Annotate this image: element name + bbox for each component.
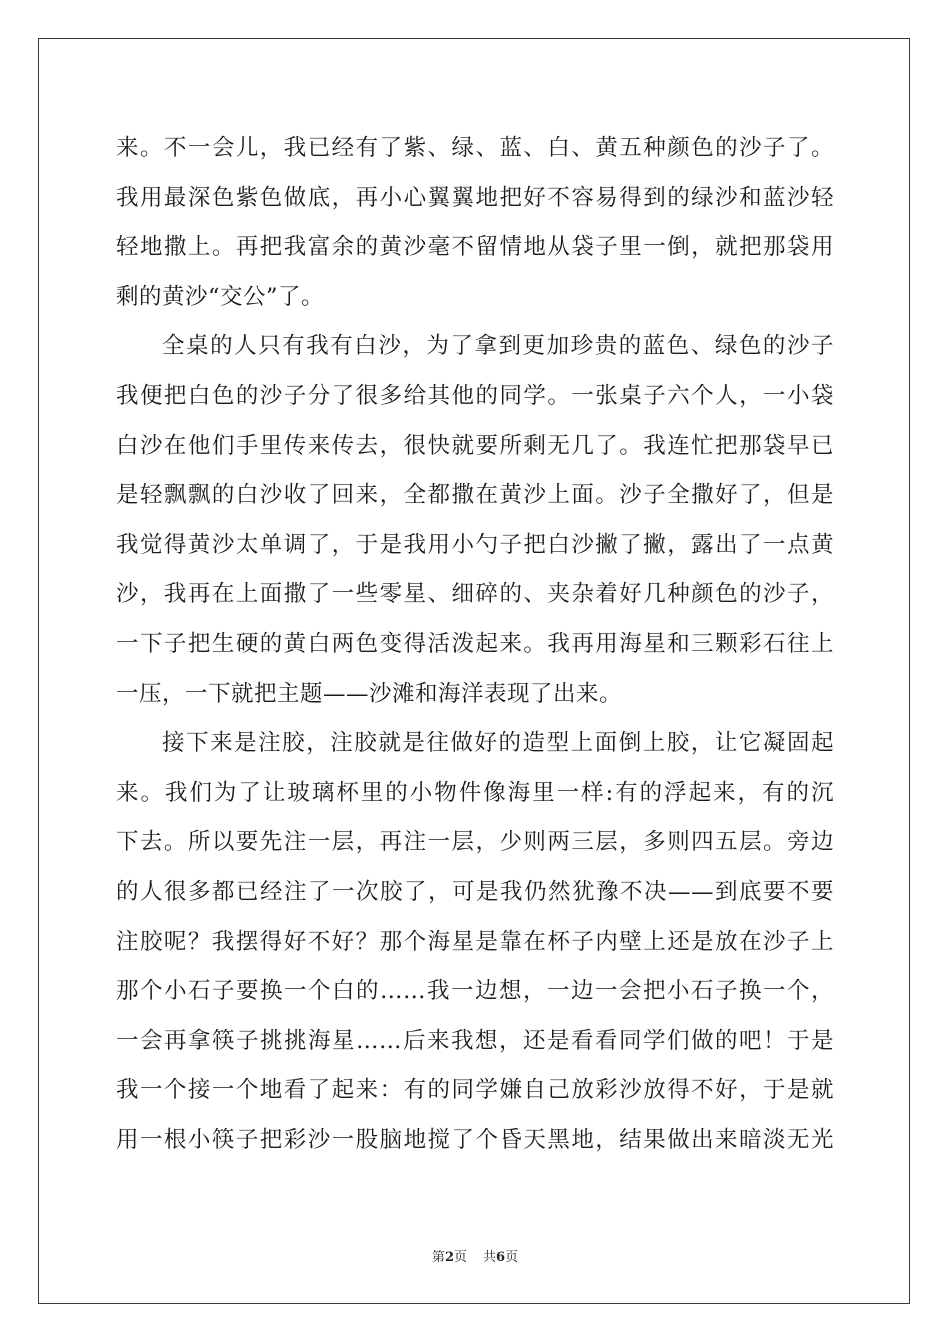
text-line: 我便把白色的沙子分了很多给其他的同学。一张桌子六个人，一小袋: [116, 382, 834, 409]
text-line: 我用最深色紫色做底，再小心翼翼地把好不容易得到的绿沙和蓝沙轻: [116, 184, 834, 211]
text-line: 用一根小筷子把彩沙一股脑地搅了个昏天黑地，结果做出来暗淡无光: [116, 1126, 834, 1153]
total-suffix: 页: [505, 1250, 519, 1265]
document-body: [116, 124, 834, 1165]
text-line: 来。我们为了让玻璃杯里的小物件像海里一样:有的浮起来，有的沉: [116, 779, 834, 806]
text-line: 一压，一下就把主题——沙滩和海洋表现了出来。: [116, 680, 623, 707]
page-number: 2: [444, 1250, 454, 1265]
text-line: 是轻飘飘的白沙收了回来，全都撒在黄沙上面。沙子全撒好了，但是: [116, 482, 834, 509]
text-line: 来。不一会儿，我已经有了紫、绿、蓝、白、黄五种颜色的沙子了。: [116, 135, 834, 161]
text-line: 一会再拿筷子挑挑海星……后来我想，还是看看同学们做的吧！于是: [116, 1027, 834, 1054]
total-prefix: 共: [483, 1250, 497, 1265]
page-footer: [0, 1246, 950, 1265]
text-line: 接下来是注胶，注胶就是往做好的造型上面倒上胶，让它凝固起: [162, 730, 834, 757]
text-line: 下去。所以要先注一层，再注一层，少则两三层，多则四五层。旁边: [116, 829, 834, 856]
text-line: 注胶呢？我摆得好不好？那个海星是靠在杯子内壁上还是放在沙子上: [116, 928, 834, 955]
text-line: 那个小石子要换一个白的……我一边想，一边一会把小石子换一个，: [116, 978, 834, 1005]
text-line: 全桌的人只有我有白沙，为了拿到更加珍贵的蓝色、绿色的沙子: [162, 333, 834, 360]
text-line: 剩的黄沙“交公”了。: [116, 283, 325, 310]
total-pages: 6: [496, 1250, 506, 1265]
text-line: 一下子把生硬的黄白两色变得活泼起来。我再用海星和三颗彩石往上: [116, 630, 834, 657]
page-prefix: 第: [431, 1250, 445, 1265]
text-line: 我一个接一个地看了起来：有的同学嫌自己放彩沙放得不好，于是就: [116, 1077, 834, 1104]
page-suffix: 页: [453, 1250, 467, 1265]
text-line: 白沙在他们手里传来传去，很快就要所剩无几了。我连忙把那袋早已: [116, 432, 834, 459]
text-line: 轻地撒上。再把我富余的黄沙毫不留情地从袋子里一倒，就把那袋用: [116, 234, 834, 261]
text-line: 我觉得黄沙太单调了，于是我用小勺子把白沙撇了撇，露出了一点黄: [116, 531, 834, 558]
text-line: 沙，我再在上面撒了一些零星、细碎的、夹杂着好几种颜色的沙子，: [116, 581, 834, 608]
text-line: 的人很多都已经注了一次胶了，可是我仍然犹豫不决——到底要不要: [116, 878, 834, 905]
